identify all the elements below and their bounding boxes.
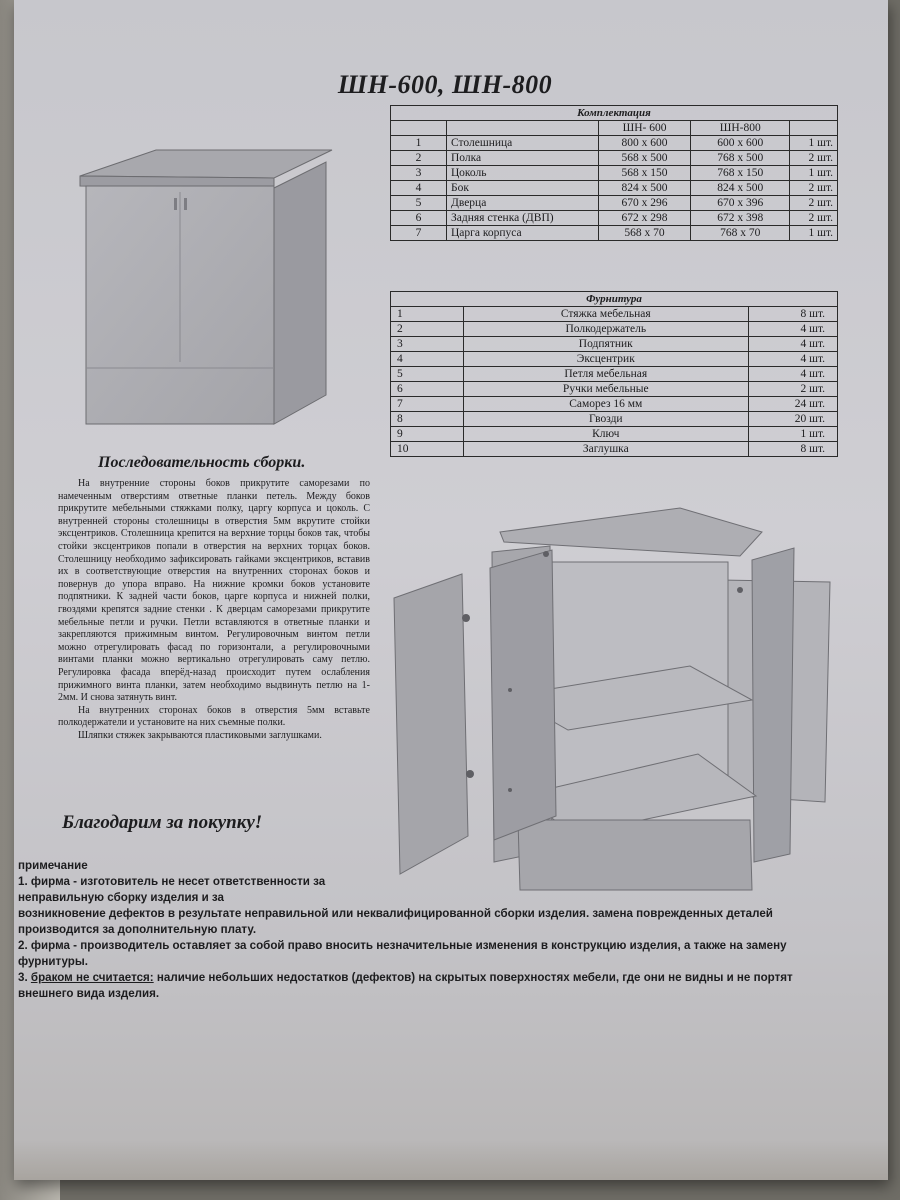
hardware-name: Заглушка xyxy=(463,442,748,457)
table-row xyxy=(391,136,838,151)
note-item-3 xyxy=(18,970,838,1002)
hardware-name: Петля мебельная xyxy=(463,367,748,382)
hinge-mark xyxy=(466,770,474,778)
hardware-qty: 24 шт. xyxy=(748,397,837,412)
hinge-mark xyxy=(462,614,470,622)
size-600: 824 x 500 xyxy=(598,181,691,196)
hardware-qty: 8 шт. xyxy=(748,307,837,322)
part-qty: 2 шт. xyxy=(790,211,838,226)
size-800: 768 x 150 xyxy=(691,166,790,181)
hardware-name: Гвозди xyxy=(463,412,748,427)
assembly-heading: Последовательность сборки. xyxy=(98,454,306,471)
hardware-caption-row xyxy=(391,292,838,307)
part-name: Столешница xyxy=(447,136,599,151)
screw-mark xyxy=(508,788,512,792)
header-cell xyxy=(790,121,838,136)
table-row xyxy=(391,427,838,442)
assembled-cabinet-illustration xyxy=(64,140,354,440)
table-row xyxy=(391,367,838,382)
row-number: 7 xyxy=(391,397,464,412)
part-name: Цоколь xyxy=(447,166,599,181)
row-number: 6 xyxy=(391,211,447,226)
hardware-name: Ручки мебельные xyxy=(463,382,748,397)
hardware-name: Ключ xyxy=(463,427,748,442)
row-number: 10 xyxy=(391,442,464,457)
table-row xyxy=(391,307,838,322)
note-item-3-label: браком не считается: xyxy=(30,971,154,984)
note-item-1: 1. фирма - изготовитель не несет ответственности за неправильную сборку изделия и за xyxy=(18,875,326,904)
size-600: 672 x 298 xyxy=(598,211,691,226)
hardware-qty: 4 шт. xyxy=(748,322,837,337)
assembly-paragraph: Шляпки стяжек закрываются пластиковыми заглушками. xyxy=(78,729,322,741)
right-door xyxy=(490,550,556,840)
note-item-3-text: наличие небольших недостатков (дефектов) на скрытых поверхностях мебели, где они не видны и не портят внешнего вида изделия. xyxy=(18,971,793,1000)
size-800: 670 x 396 xyxy=(691,196,790,211)
part-qty: 1 шт. xyxy=(790,226,838,241)
hardware-caption: Фурнитура xyxy=(391,292,838,307)
part-name: Царга корпуса xyxy=(447,226,599,241)
screw-mark xyxy=(737,587,743,593)
size-800: 672 x 398 xyxy=(691,211,790,226)
row-number: 6 xyxy=(391,382,464,397)
row-number: 5 xyxy=(391,196,447,211)
hardware-qty: 8 шт. xyxy=(748,442,837,457)
size-600: 568 x 150 xyxy=(598,166,691,181)
header-cell xyxy=(391,121,447,136)
cabinet-side xyxy=(274,162,326,424)
hardware-qty: 4 шт. xyxy=(748,367,837,382)
size-600: 568 x 500 xyxy=(598,151,691,166)
part-name: Дверца xyxy=(447,196,599,211)
row-number: 5 xyxy=(391,367,464,382)
table-row xyxy=(391,337,838,352)
part-qty: 2 шт. xyxy=(790,196,838,211)
part-qty: 2 шт. xyxy=(790,151,838,166)
hardware-qty: 2 шт. xyxy=(748,382,837,397)
hardware-qty: 1 шт. xyxy=(748,427,837,442)
hardware-qty: 4 шт. xyxy=(748,352,837,367)
components-table xyxy=(390,105,838,241)
size-800: 768 x 500 xyxy=(691,151,790,166)
table-row xyxy=(391,397,838,412)
table-row xyxy=(391,322,838,337)
size-600: 670 x 296 xyxy=(598,196,691,211)
notes-heading: примечание xyxy=(18,859,88,872)
hardware-name: Эксцентрик xyxy=(463,352,748,367)
size-800: 600 x 600 xyxy=(691,136,790,151)
row-number: 2 xyxy=(391,322,464,337)
components-caption-row xyxy=(391,106,838,121)
row-number: 3 xyxy=(391,337,464,352)
notes-section xyxy=(18,858,838,1002)
left-door xyxy=(394,574,468,874)
part-name: Задняя стенка (ДВП) xyxy=(447,211,599,226)
sheet-shadow xyxy=(14,1140,888,1180)
row-number: 8 xyxy=(391,412,464,427)
hardware-qty: 4 шт. xyxy=(748,337,837,352)
screw-mark xyxy=(543,551,549,557)
hardware-name: Стяжка мебельная xyxy=(463,307,748,322)
row-number: 3 xyxy=(391,166,447,181)
cabinet-top xyxy=(80,150,332,178)
row-number: 4 xyxy=(391,181,447,196)
table-row xyxy=(391,151,838,166)
table-row xyxy=(391,166,838,181)
size-800: 824 x 500 xyxy=(691,181,790,196)
row-number: 4 xyxy=(391,352,464,367)
door-handle-left xyxy=(174,198,177,210)
part-qty: 1 шт. xyxy=(790,166,838,181)
hardware-name: Полкодержатель xyxy=(463,322,748,337)
header-cell: ШН-800 xyxy=(691,121,790,136)
header-cell xyxy=(447,121,599,136)
components-header-row xyxy=(391,121,838,136)
hardware-table xyxy=(390,291,838,457)
assembly-paragraph: На внутренние стороны боков прикрутите саморезами по намеченным отверстиям ответные планки петель. Между боков прикрутите мебельными стяжками полку, царгу корпуса и цоколь. С внутренней стороны столешницы в отверстия 5мм вкрутите стойки эксцентриков. Столешница крепится на верхние торцы боков так, чтобы стойки эксцентриков попали в отверстия на верхних торцах боков. Столешницу необходимо зафиксировать гайками эксцентриков, вставив их в соответствующие отверстия на внутренних сторонах боков и повернув до упора вправо. На нижние кромки боков установите подпятники. К задней части боков, царге корпуса и нижней полки, гвоздями крепятся задние стенки . К дверцам саморезами прикрутите мебельные петли и ручки. Петли вставляются в ответные планки и закрепляются прижимным винтом. Регулировочным винтом петли можно отрегулировать фасад по горизонтали, а регулировочными винтами планки можно вертикально отрегулировать саму петлю. Регулировка фасада вперёд-назад происходит путем ослабления прижимного винта планки, затем необходимо выдвинуть петлю на 1-2мм. И снова затянуть винт. xyxy=(58,478,370,704)
header-cell: ШН- 600 xyxy=(598,121,691,136)
part-name: Бок xyxy=(447,181,599,196)
thank-you-message: Благодарим за покупку! xyxy=(62,812,263,833)
part-name: Полка xyxy=(447,151,599,166)
components-caption: Комплектация xyxy=(391,106,838,121)
hardware-qty: 20 шт. xyxy=(748,412,837,427)
exploded-view-illustration xyxy=(380,490,840,910)
note-item-1-cont: возникновение дефектов в результате неправильной или неквалифицированной сборки изделия. замена поврежденных деталей производится за дополнительную плату. xyxy=(18,907,773,936)
table-row xyxy=(391,382,838,397)
screw-mark xyxy=(508,688,512,692)
hardware-name: Саморез 16 мм xyxy=(463,397,748,412)
door-handle-right xyxy=(184,198,187,210)
assembly-instructions xyxy=(58,478,370,742)
size-800: 768 x 70 xyxy=(691,226,790,241)
right-side-panel xyxy=(752,548,794,862)
hardware-name: Подпятник xyxy=(463,337,748,352)
part-qty: 2 шт. xyxy=(790,181,838,196)
table-row xyxy=(391,352,838,367)
assembly-paragraph: На внутренних сторонах боков в отверстия 5мм вставьте полкодержатели и установите на них съемные полки. xyxy=(58,704,370,729)
size-600: 800 x 600 xyxy=(598,136,691,151)
row-number: 1 xyxy=(391,307,464,322)
table-row xyxy=(391,211,838,226)
product-title: ШН-600, ШН-800 xyxy=(337,70,553,99)
part-qty: 1 шт. xyxy=(790,136,838,151)
table-row xyxy=(391,196,838,211)
table-row xyxy=(391,226,838,241)
size-600: 568 x 70 xyxy=(598,226,691,241)
row-number: 7 xyxy=(391,226,447,241)
table-row xyxy=(391,412,838,427)
note-item-3-number: 3. xyxy=(18,971,28,984)
row-number: 1 xyxy=(391,136,447,151)
row-number: 9 xyxy=(391,427,464,442)
table-row xyxy=(391,442,838,457)
note-item-2: 2. фирма - производитель оставляет за собой право вносить незначительные изменения в конструкцию изделия, а также на замену фурнитуры. xyxy=(18,939,787,968)
row-number: 2 xyxy=(391,151,447,166)
table-row xyxy=(391,181,838,196)
